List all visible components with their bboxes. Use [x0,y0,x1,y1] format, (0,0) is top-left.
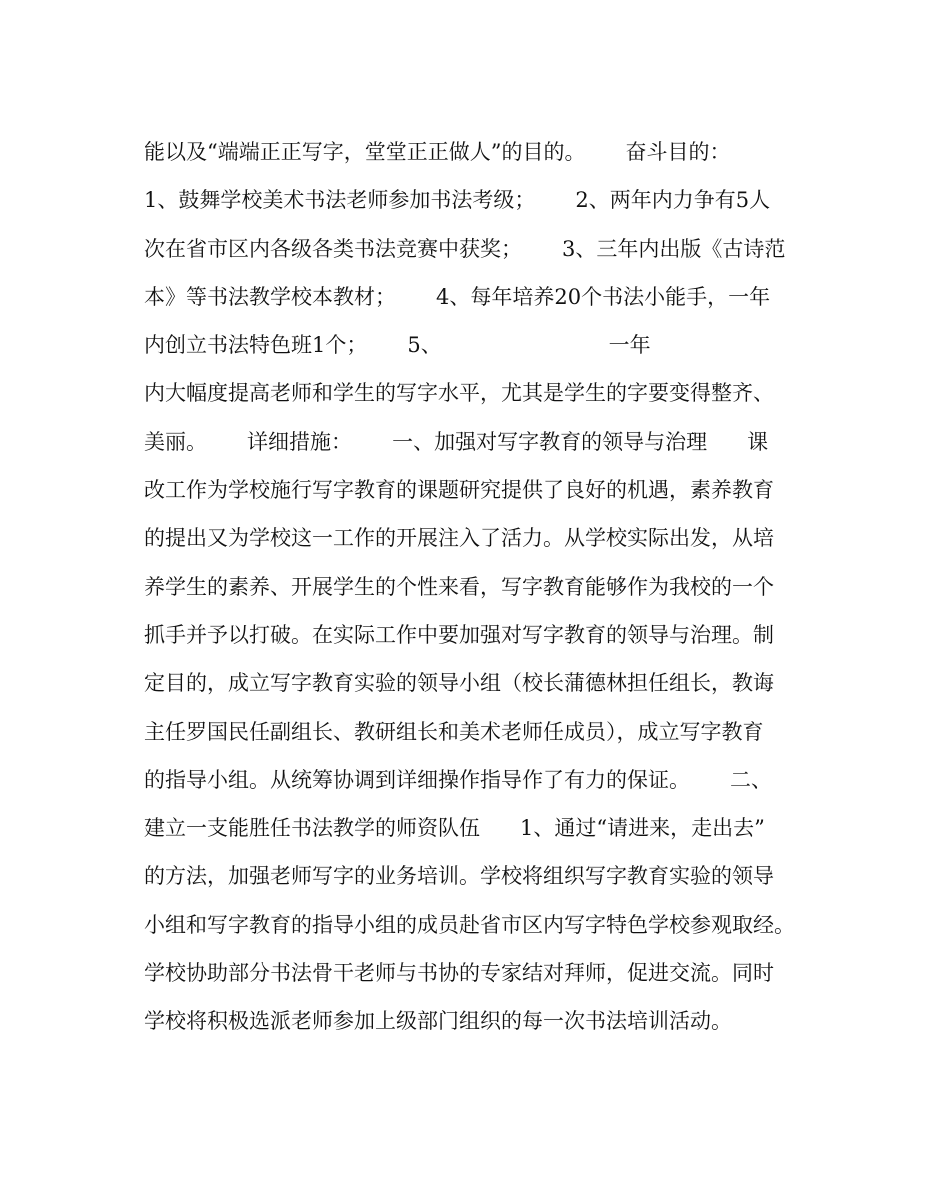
text-line: 内创立书法特色班1个； 5、 一年 [144,333,651,358]
text-line: 美丽。 详细措施： 一、加强对写字教育的领导与治理 课 [144,429,769,454]
body-text [144,128,814,1046]
text-line: 次在省市区内各级各类书法竞赛中获奖； 3、三年内出版《古诗范 [144,236,786,261]
text-line: 养学生的素养、开展学生的个性来看，写字教育能够作为我校的一个 [144,574,774,599]
text-line: 能以及“端端正正写字，堂堂正正做人”的目的。 奋斗目的： [144,140,731,164]
text-line: 主任罗国民任副组长、教研组长和美术老师任成员），成立写字教育 [144,719,764,744]
text-line: 改工作为学校施行写字教育的课题研究提供了良好的机遇，素养教育 [144,478,774,503]
text-line: 的方法，加强老师写字的业务培训。学校将组织写字教育实验的领导 [144,864,774,889]
text-line: 的指导小组。从统筹协调到详细操作指导作了有力的保证。 二、 [144,767,773,792]
text-line: 定目的，成立写字教育实验的领导小组（校长蒲德林担任组长，教诲 [144,671,774,696]
text-line: 本》等书法教学校本教材； 4、每年培养20个书法小能手，一年 [144,284,771,309]
text-line: 小组和写字教育的指导小组的成员赴省市区内写字特色学校参观取经。 [144,912,795,937]
text-line: 1、鼓舞学校美术书法老师参加书法考级； 2、两年内力争有5人 [144,188,771,213]
text-line: 学校将积极选派老师参加上级部门组织的每一次书法培训活动。 [144,1009,732,1034]
text-line: 抓手并予以打破。在实际工作中要加强对写字教育的领导与治理。制 [144,622,774,647]
text-line: 内大幅度提高老师和学生的写字水平，尤其是学生的字要变得整齐、 [144,381,774,406]
text-line: 学校协助部分书法骨干老师与书协的专家结对拜师，促进交流。同时 [144,961,774,986]
text-line: 建立一支能胜任书法教学的师资队伍 1、通过“请进来，走出去” [144,816,765,841]
text-line: 的提出又为学校这一工作的开展注入了活力。从学校实际出发，从培 [144,526,774,551]
